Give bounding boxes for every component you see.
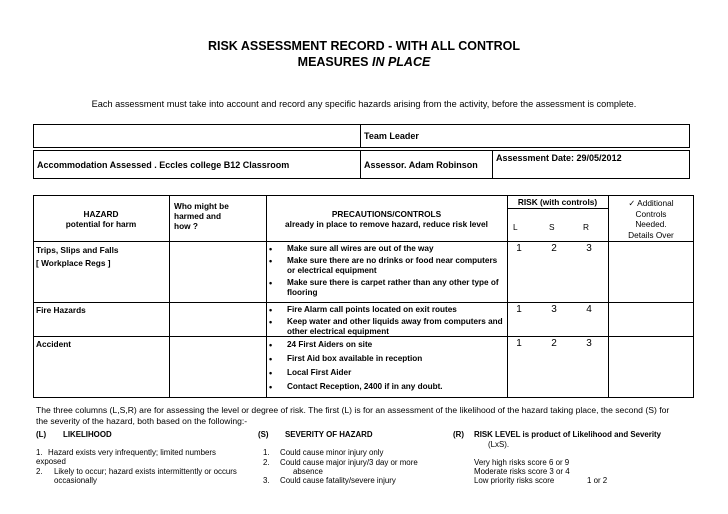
additional-controls-header: ✓ Additional Controls Needed. Details Over [628,198,674,240]
table-row-2-r: 4 [586,304,592,315]
team-leader-label: Team Leader [364,131,419,141]
bullet-icon: • [269,244,273,254]
assessor-name: Assessor. Adam Robinson [364,160,478,170]
l-header: L [513,222,518,232]
accommodation-assessed: Accommodation Assessed . Eccles college B12 Classroom [37,160,290,170]
table-row-3-hazard: Accident [36,339,72,349]
table-row-3-s: 2 [551,338,557,349]
s-header: S [549,222,555,232]
table-row-2-hazard: Fire Hazards [36,305,86,315]
table-row-1-r: 3 [586,243,592,254]
intro-text: Each assessment must take into account and record any specific hazards arising from the activity, before the assessment is complete. [91,99,637,109]
bullet-icon: • [269,256,273,266]
table-row-2-l: 1 [516,304,522,315]
bullet-icon: • [269,368,273,378]
title-line-2 [0,54,728,70]
team-leader-row [33,124,690,148]
hazard-header: HAZARD potential for harm [65,209,137,229]
title-line-2-italic: IN PLACE [371,55,431,69]
assessment-date: Assessment Date: 29/05/2012 [496,153,622,163]
bullet-icon: • [269,305,273,315]
bullet-icon: • [269,278,273,288]
risk-header: RISK (with controls) [517,197,598,207]
page-title [0,38,728,70]
title-line-2-normal: MEASURES [297,55,372,69]
bullet-icon: • [269,340,273,350]
table-row-1-hazard: Trips, Slips and Falls [ Workplace Regs ] [36,245,119,268]
who-header: Who might be harmed and how ? [174,201,229,231]
table-row-3-l: 1 [516,338,522,349]
risk-table: HAZARD potential for harm Who might be harmed and how ? PRECAUTIONS/CONTROLS already in place to remove hazard, reduce risk level RISK (with controls) L S R ✓ Additional Controls Needed. Details Over Trips, Slips and Falls [ Workplace Regs ] • Make sure all wires are out of the way • Make sure there are no drinks or food near computers or electrical equipment • Make sure there is carpet rather than any other type of flooring 1 2 3 Fire Hazards • Fire Alarm call points located on exit routes • Keep water and other liquids away from computers and other electrical equipment 1 3 4 Accident • 24 First Aiders on site • First Aid box available in reception • Local First Aider • Contact Reception, 2400 if in any doubt. 1 2 3 [33,195,694,398]
table-row-3-r: 3 [586,338,592,349]
table-row-1-l: 1 [516,243,522,254]
precautions-header: PRECAUTIONS/CONTROLS already in place to remove hazard, reduce risk level [285,209,488,229]
risk-explanation: The three columns (L,S,R) are for assessing the level or degree of risk. The first (L) is for an assessment of the likelihood of the hazard taking place, the second (S) for the severity of the hazard, both based on the following:- [36,405,670,426]
table-row-1-s: 2 [551,243,557,254]
title-line-1: RISK ASSESSMENT RECORD - WITH ALL CONTROL [207,39,521,53]
bullet-icon: • [269,382,273,392]
r-header: R [583,222,589,232]
bullet-icon: • [269,354,273,364]
table-row-2-s: 3 [551,304,557,315]
bullet-icon: • [269,317,273,327]
